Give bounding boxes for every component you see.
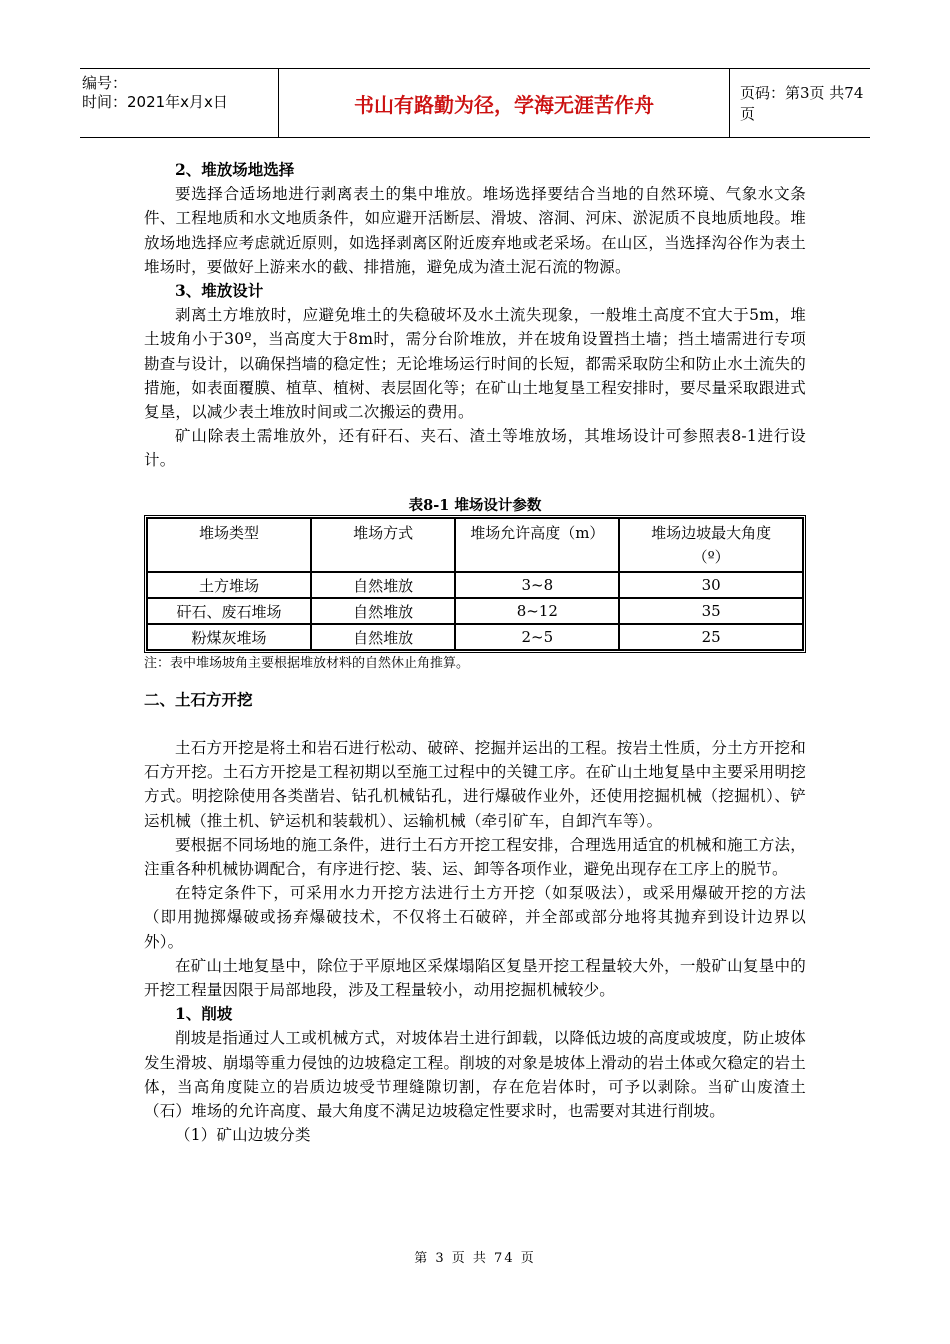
table-header-cell: 堆场类型: [147, 518, 311, 572]
table-cell: 土方堆场: [147, 572, 311, 598]
table-cell: 30: [619, 572, 803, 598]
page-footer: 第 3 页 共 74 页: [414, 1251, 536, 1266]
paragraph-excavation-planning: 要根据不同场地的施工条件，进行土石方开挖工程安排，合理选用适宜的机械和施工方法，注重各种机械协调配合，有序进行挖、装、运、卸等各项作业，避免出现存在工序上的脱节。: [144, 835, 806, 879]
content-excavation: [144, 688, 806, 1147]
table-header-unit: （º）: [692, 548, 730, 566]
heading-site-selection: 2、堆放场地选择: [175, 160, 295, 179]
table-caption: 表8-1 堆场设计参数: [408, 497, 542, 514]
table-cell: 粉煤灰堆场: [147, 624, 311, 650]
table-header-text: 堆场边坡最大角度: [651, 524, 772, 542]
table-cell: 8~12: [455, 598, 619, 624]
table-cell: 35: [619, 598, 803, 624]
table-cell: 自然堆放: [311, 624, 455, 650]
paragraph-other-stockpiles: 矿山除表土需堆放外，还有矸石、夹石、渣土等堆放场，其堆场设计可参照表8-1进行设计。: [144, 427, 806, 470]
table-row: [147, 598, 803, 624]
heading-stacking-design: 3、堆放设计: [175, 281, 264, 301]
table-header-cell: 堆场方式: [311, 518, 455, 572]
paragraph-site-selection: 要选择合适场地进行剥离表土的集中堆放。堆场选择要结合当地的自然环境、气象水文条件、工程地质和水文地质条件，如应避开活断层、滑坡、溶洞、河床、淤泥质不良地质地段。堆放场地选择应考虑就近原则，如选择剥离区附近废弃地或老采场。在山区，当选择沟谷作为表土堆场时，要做好上游来水的截、排措施，避免成为渣土泥石流的物源。: [144, 185, 806, 276]
paragraph-stacking-design: 剥离土方堆放时，应避免堆土的失稳破坏及水土流失现象，一般堆土高度不宜大于5m，堆土坡角小于30º，当高度大于8m时，需分台阶堆放，并在坡角设置挡土墙；挡土墙需进行专项勘查与设计，以确保挡墙的稳定性；无论堆场运行时间的长短，都需采取防尘和防止水土流失的措施，如表面覆膜、植草、植树、表层固化等；在矿山土地复垦工程安排时，要尽量采取跟进式复垦，以减少表土堆放时间或二次搬运的费用。: [144, 306, 806, 422]
subheading-slope-classification: （1）矿山边坡分类: [175, 1126, 311, 1145]
table-cell: 矸石、废石堆场: [147, 598, 311, 624]
table-cell: 自然堆放: [311, 572, 455, 598]
table-header-cell: [619, 518, 803, 572]
table-header-row: [147, 518, 803, 572]
document-number: 编号：: [82, 74, 128, 92]
paragraph-excavation-reclamation: 在矿山土地复垦中，除位于平原地区采煤塌陷区复垦开挖工程量较大外，一般矿山复垦中的开挖工程量因限于局部地段，涉及工程量较小，动用挖掘机械较少。: [144, 956, 806, 1000]
table-row: [147, 624, 803, 650]
content-top: [144, 158, 806, 473]
paragraph-slope-cutting: 削坡是指通过人工或机械方式，对坡体岩土进行卸载，以降低边坡的高度或坡度，防止坡体发生滑坡、崩塌等重力侵蚀的边坡稳定工程。削坡的对象是坡体上滑动的岩土体或欠稳定的岩土体，当高角度陡立的岩质边坡受节理缝隙切割，存在危岩体时，可予以剥除。当矿山废渣土（石）堆场的允许高度、最大角度不满足边坡稳定性要求时，也需要对其进行削坡。: [144, 1029, 806, 1121]
header-meta: [80, 69, 278, 137]
table-cell: 自然堆放: [311, 598, 455, 624]
paragraph-excavation-methods: 在特定条件下，可采用水力开挖方法进行土方开挖（如泵吸法），或采用爆破开挖的方法（即用抛掷爆破或扬弃爆破技术，不仅将土石破碎，并全部或部分地将其抛弃到设计边界以外）。: [144, 884, 806, 951]
header-page-info: 页码：第3页 共74页: [740, 84, 864, 123]
table-cell: 2~5: [455, 624, 619, 650]
header-motto: 书山有路勤为径，学海无涯苦作舟: [278, 69, 730, 137]
heading-slope-cutting: 1、削坡: [175, 1004, 233, 1024]
paragraph-excavation-intro: 土石方开挖是将土和岩石进行松动、破碎、挖掘并运出的工程。按岩土性质，分土方开挖和石方开挖。土石方开挖是工程初期以至施工过程中的关键工序。在矿山土地复垦中主要采用明挖方式。明挖除使用各类凿岩、钻孔机械钻孔，进行爆破作业外，还使用挖掘机械（挖掘机）、铲运机械（推土机、铲运机和装载机）、运输机械（牵引矿车，自卸汽车等）。: [144, 739, 806, 830]
table-header-cell: 堆场允许高度（m）: [455, 518, 619, 572]
table-note: 注：表中堆场坡角主要根据堆放材料的自然休止角推算。: [144, 656, 470, 671]
table-cell: 25: [619, 624, 803, 650]
table-row: [147, 572, 803, 598]
table-cell: 3~8: [455, 572, 619, 598]
stockpile-design-table: [144, 515, 806, 653]
document-date: 时间：2021年x月x日: [82, 93, 228, 111]
page-header: [80, 68, 870, 138]
section-title-excavation: 二、土石方开挖: [144, 690, 253, 709]
